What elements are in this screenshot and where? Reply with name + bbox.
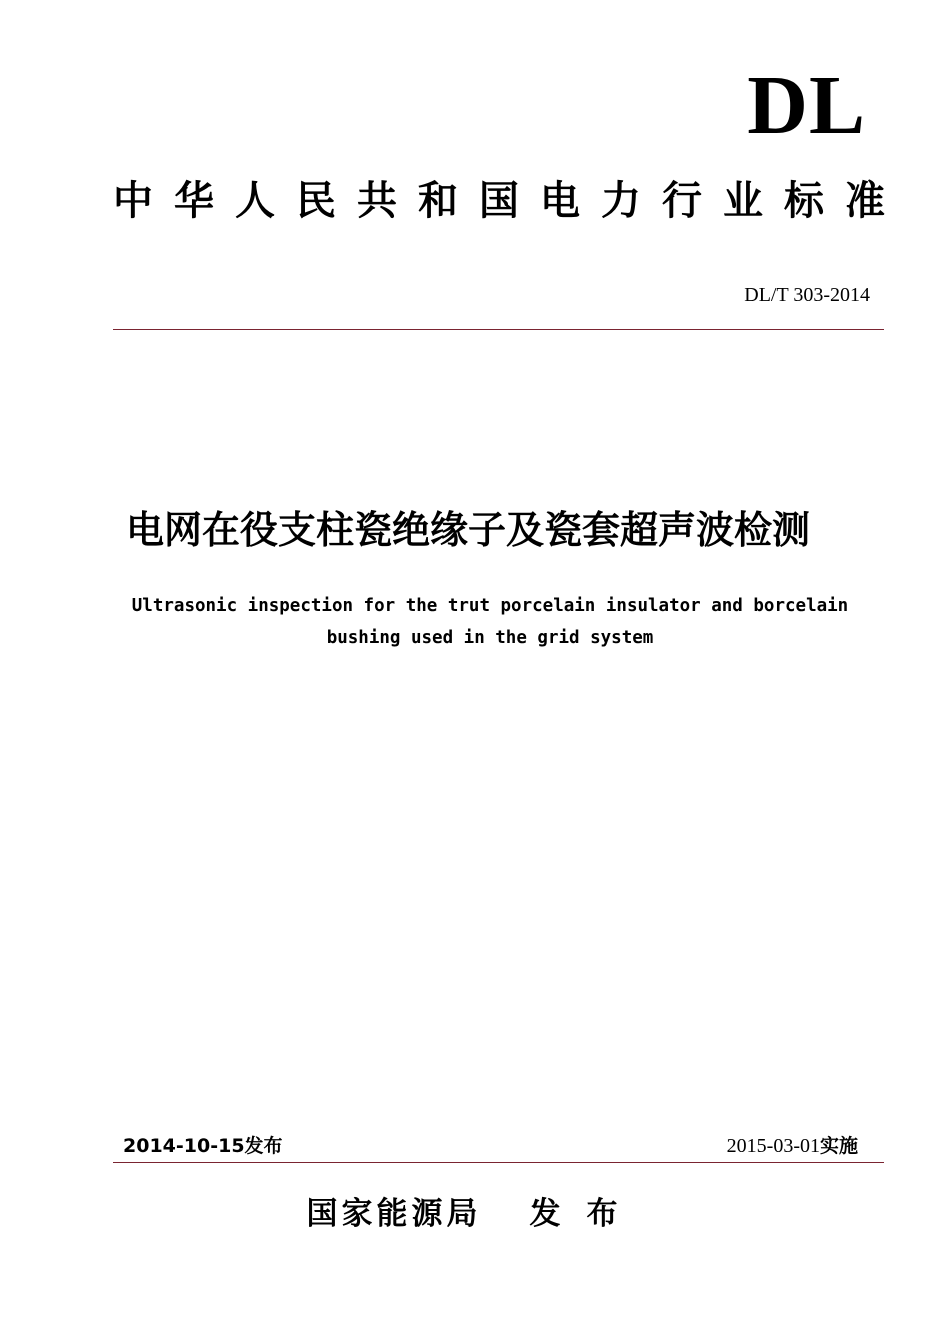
publisher-organization: 国家能源局 (306, 1196, 482, 1232)
top-divider (113, 329, 884, 330)
issue-date-value: 2014-10-15 (123, 1135, 245, 1157)
document-title-chinese: 电网在役支柱瓷绝缘子及瓷套超声波检测 (125, 508, 810, 552)
implementation-date (727, 1133, 858, 1160)
publisher (0, 1193, 950, 1235)
implementation-label: 实施 (819, 1135, 858, 1157)
standard-code: DL/T 303-2014 (744, 284, 870, 306)
implementation-date-value: 2015-03-01 (726, 1135, 820, 1157)
dl-logo: DL (747, 59, 866, 152)
english-title-line-2: bushing used in the grid system (326, 628, 654, 648)
publisher-action: 发布 (529, 1196, 644, 1232)
bottom-divider (113, 1162, 884, 1163)
issue-date (123, 1133, 283, 1159)
standard-heading: 中华人民共和国电力行业标准 (113, 178, 906, 224)
english-title-line-1: Ultrasonic inspection for the trut porcelain insulator and borcelain (131, 596, 849, 616)
issue-label: 发布 (244, 1135, 283, 1157)
document-title-english (80, 590, 900, 654)
